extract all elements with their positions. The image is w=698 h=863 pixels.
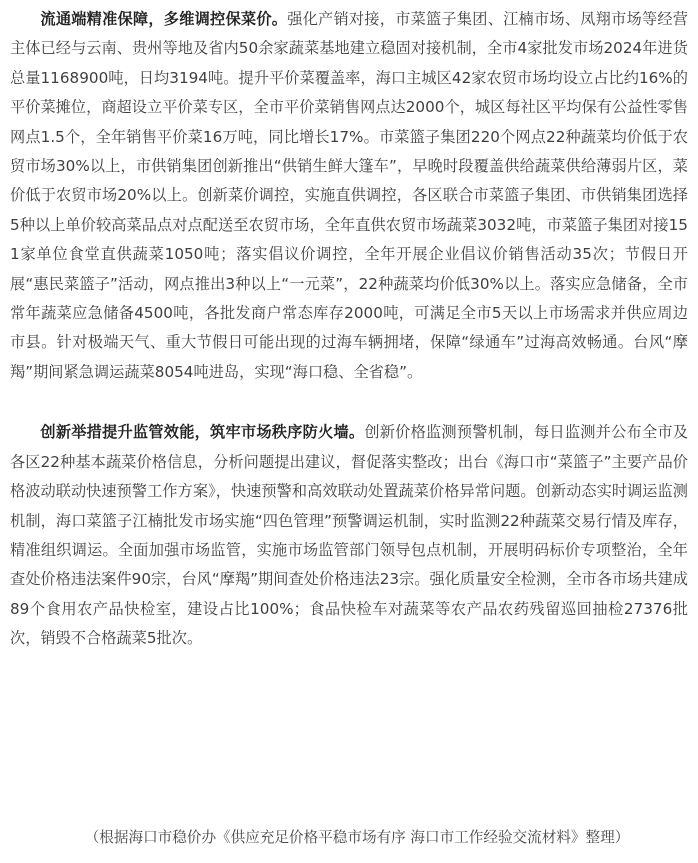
- source-note: （根据海口市稳价办《供应充足价格平稳市场有序 海口市工作经验交流材料》整理）: [84, 829, 630, 846]
- paragraph-body: 创新价格监测预警机制，每日监测并公布全市及各区22种基本蔬菜价格信息，分析问题提出建议，督促落实整改；出台《海口市“菜篮子”主要产品价格波动联动快速预警工作方案》，快速预警和高效联动处置蔬菜价格异常问题。创新动态实时调运监测机制，海口菜篮子江楠批发市场实施“四色管理”预警调运机制，实时监测22种蔬菜交易行情及库存，精准组织调运。全面加强市场监管，实施市场监管部门领导包点机制，开展明码标价专项整治，全年查处价格违法案件90宗，台风“摩羯”期间查处价格违法23宗。强化质量安全检测，全市各市场共建成89个食用农产品快检室，建设占比100%；食品快检车对蔬菜等农产品农药残留巡回抽检27376批次，销毁不合格蔬菜5批次。: [10, 423, 689, 648]
- paragraph-supply-price-control: [10, 5, 688, 387]
- paragraph-heading: 创新举措提升监管效能，筑牢市场秩序防火墙。: [40, 423, 365, 442]
- paragraph-market-supervision: [10, 418, 688, 653]
- paragraph-body: 强化产销对接，市菜篮子集团、江楠市场、凤翔市场等经营主体已经与云南、贵州等地及省内50余家蔬菜基地建立稳固对接机制，全市4家批发市场2024年进货总量1168900吨，日均3194吨。提升平价菜覆盖率，海口主城区42家农贸市场均设立占比约16%的平价菜摊位，商超设立平价菜专区，全市平价菜销售网点达2000个，城区每社区平均保有公益性零售网点1.5个，全年销售平价菜16万吨，同比增长17%。市菜篮子集团220个网点22种蔬菜均价低于农贸市场30%以上，市供销集团创新推出“供销生鲜大篷车”，早晚时段覆盖供给蔬菜供给薄弱片区，菜价低于农贸市场20%以上。创新菜价调控，实施直供调控，各区联合市菜篮子集团、市供销集团选择5种以上单价较高菜品点对点配送至农贸市场，全年直供农贸市场蔬菜3032吨，市菜篮子集团对接151家单位食堂直供蔬菜1050吨；落实倡议价调控，全年开展企业倡议价销售活动35次；节假日开展“惠民菜篮子”活动，网点推出3种以上“一元菜”，22种蔬菜均价低30%以上。落实应急储备，全市常年蔬菜应急储备4500吨，各批发商户常态库存2000吨，可满足全市5天以上市场需求并供应周边市县。针对极端天气、重大节假日可能出现的过海车辆拥堵，保障“绿通车”过海高效畅通。台风“摩羯”期间紧急调运蔬菜8054吨进岛，实现“海口稳、全省稳”。: [10, 10, 688, 381]
- paragraph-spacer: [10, 387, 688, 418]
- paragraph-heading: 流通端精准保障，多维调控保菜价。: [40, 10, 288, 28]
